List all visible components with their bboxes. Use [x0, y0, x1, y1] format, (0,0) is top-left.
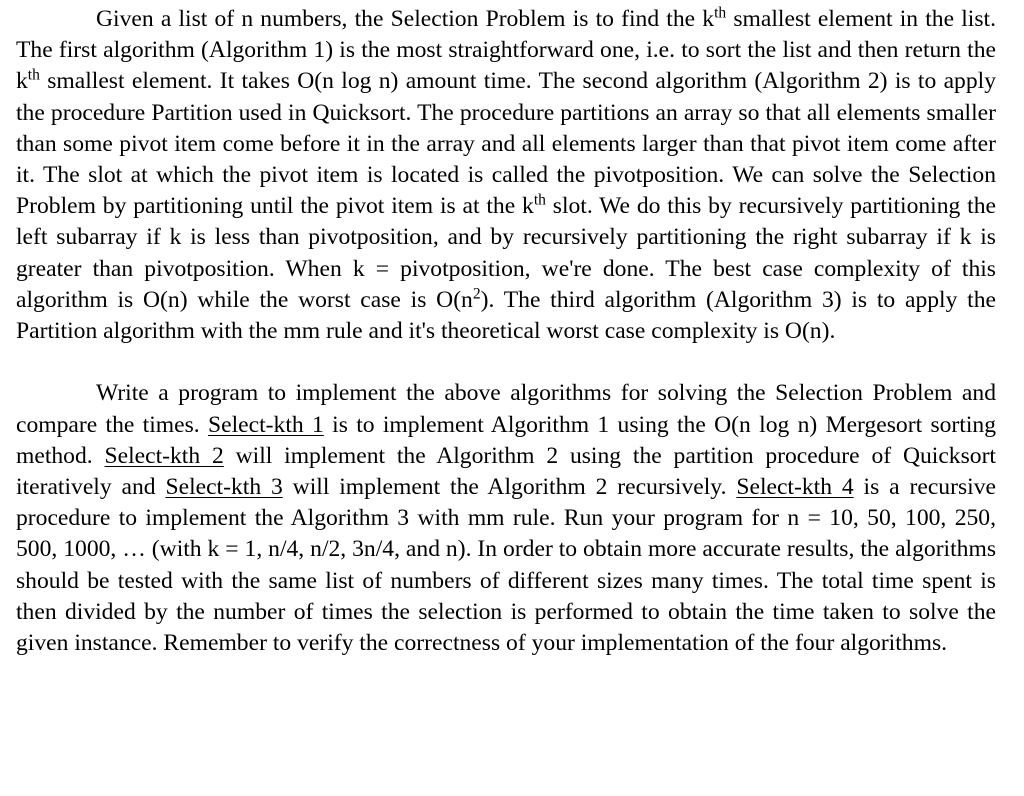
select-kth-3-label: Select-kth 3: [165, 474, 283, 501]
select-kth-4-label: Select-kth 4: [736, 474, 854, 501]
superscript-th: th: [714, 4, 727, 22]
text-segment: smallest element. It takes O(n log n) amount time. The second algorithm (Algorithm 2) is to apply the procedure Partition used in Quicksort. The procedure partitions an array so that all elements smaller than some pivot item come before it in the array and all elements larger than that pivot item come after it. The slot at which the pivot item is located is called the pivotposition. We can solve the Selection Problem by partitioning until the pivot item is at the k: [16, 68, 996, 220]
text-segment: will implement the Algorithm 2 recursively.: [282, 474, 737, 501]
paragraph-selection-problem: [16, 4, 996, 347]
text-segment: ). The third algorithm (Algorithm 3) is to apply the Partition algorithm with the mm rule and it's theoretical worst case complexity is O(n).: [16, 286, 996, 345]
document-body: [16, 4, 996, 659]
superscript-th: th: [27, 66, 40, 84]
text-segment: will implement the Algorithm 2 using the partition procedure of Quicksort iteratively and: [16, 442, 996, 501]
superscript-2: 2: [472, 285, 481, 303]
select-kth-1-label: Select-kth 1: [208, 411, 324, 438]
text-segment: Given a list of n numbers, the Selection Problem is to find the k: [96, 6, 715, 32]
superscript-th: th: [533, 191, 546, 209]
text-segment: smallest element in the list. The first algorithm (Algorithm 1) is the most straightforward one, i.e. to sort the list and then return the k: [16, 6, 996, 95]
text-segment: is a recursive procedure to implement the Algorithm 3 with mm rule. Run your program for n = 10, 50, 100, 250, 500, 1000, … (with k = 1, n/4, n/2, 3n/4, and n). In order to obtain more accurate results, the algorithms should be tested with the same list of numbers of different sizes many times. The total time spent is then divided by the number of times the selection is performed to obtain the time taken to solve the given instance. Remember to verify the correctness of your implementation of the four algorithms.: [16, 474, 996, 657]
text-segment: slot. We do this by recursively partitioning the left subarray if k is less than pivotposition, and by recursively partitioning the right subarray if k is greater than pivotposition. When k = pivotposition, we're done. The best case complexity of this algorithm is O(n) while the worst case is O(n: [16, 193, 996, 313]
text-segment: is to implement Algorithm 1 using the O(n log n) Mergesort sorting method.: [16, 411, 996, 469]
paragraph-program-instructions: [16, 378, 996, 659]
text-segment: Write a program to implement the above algorithms for solving the Selection Problem and compare the times.: [16, 380, 996, 438]
select-kth-2-label: Select-kth 2: [104, 442, 224, 469]
